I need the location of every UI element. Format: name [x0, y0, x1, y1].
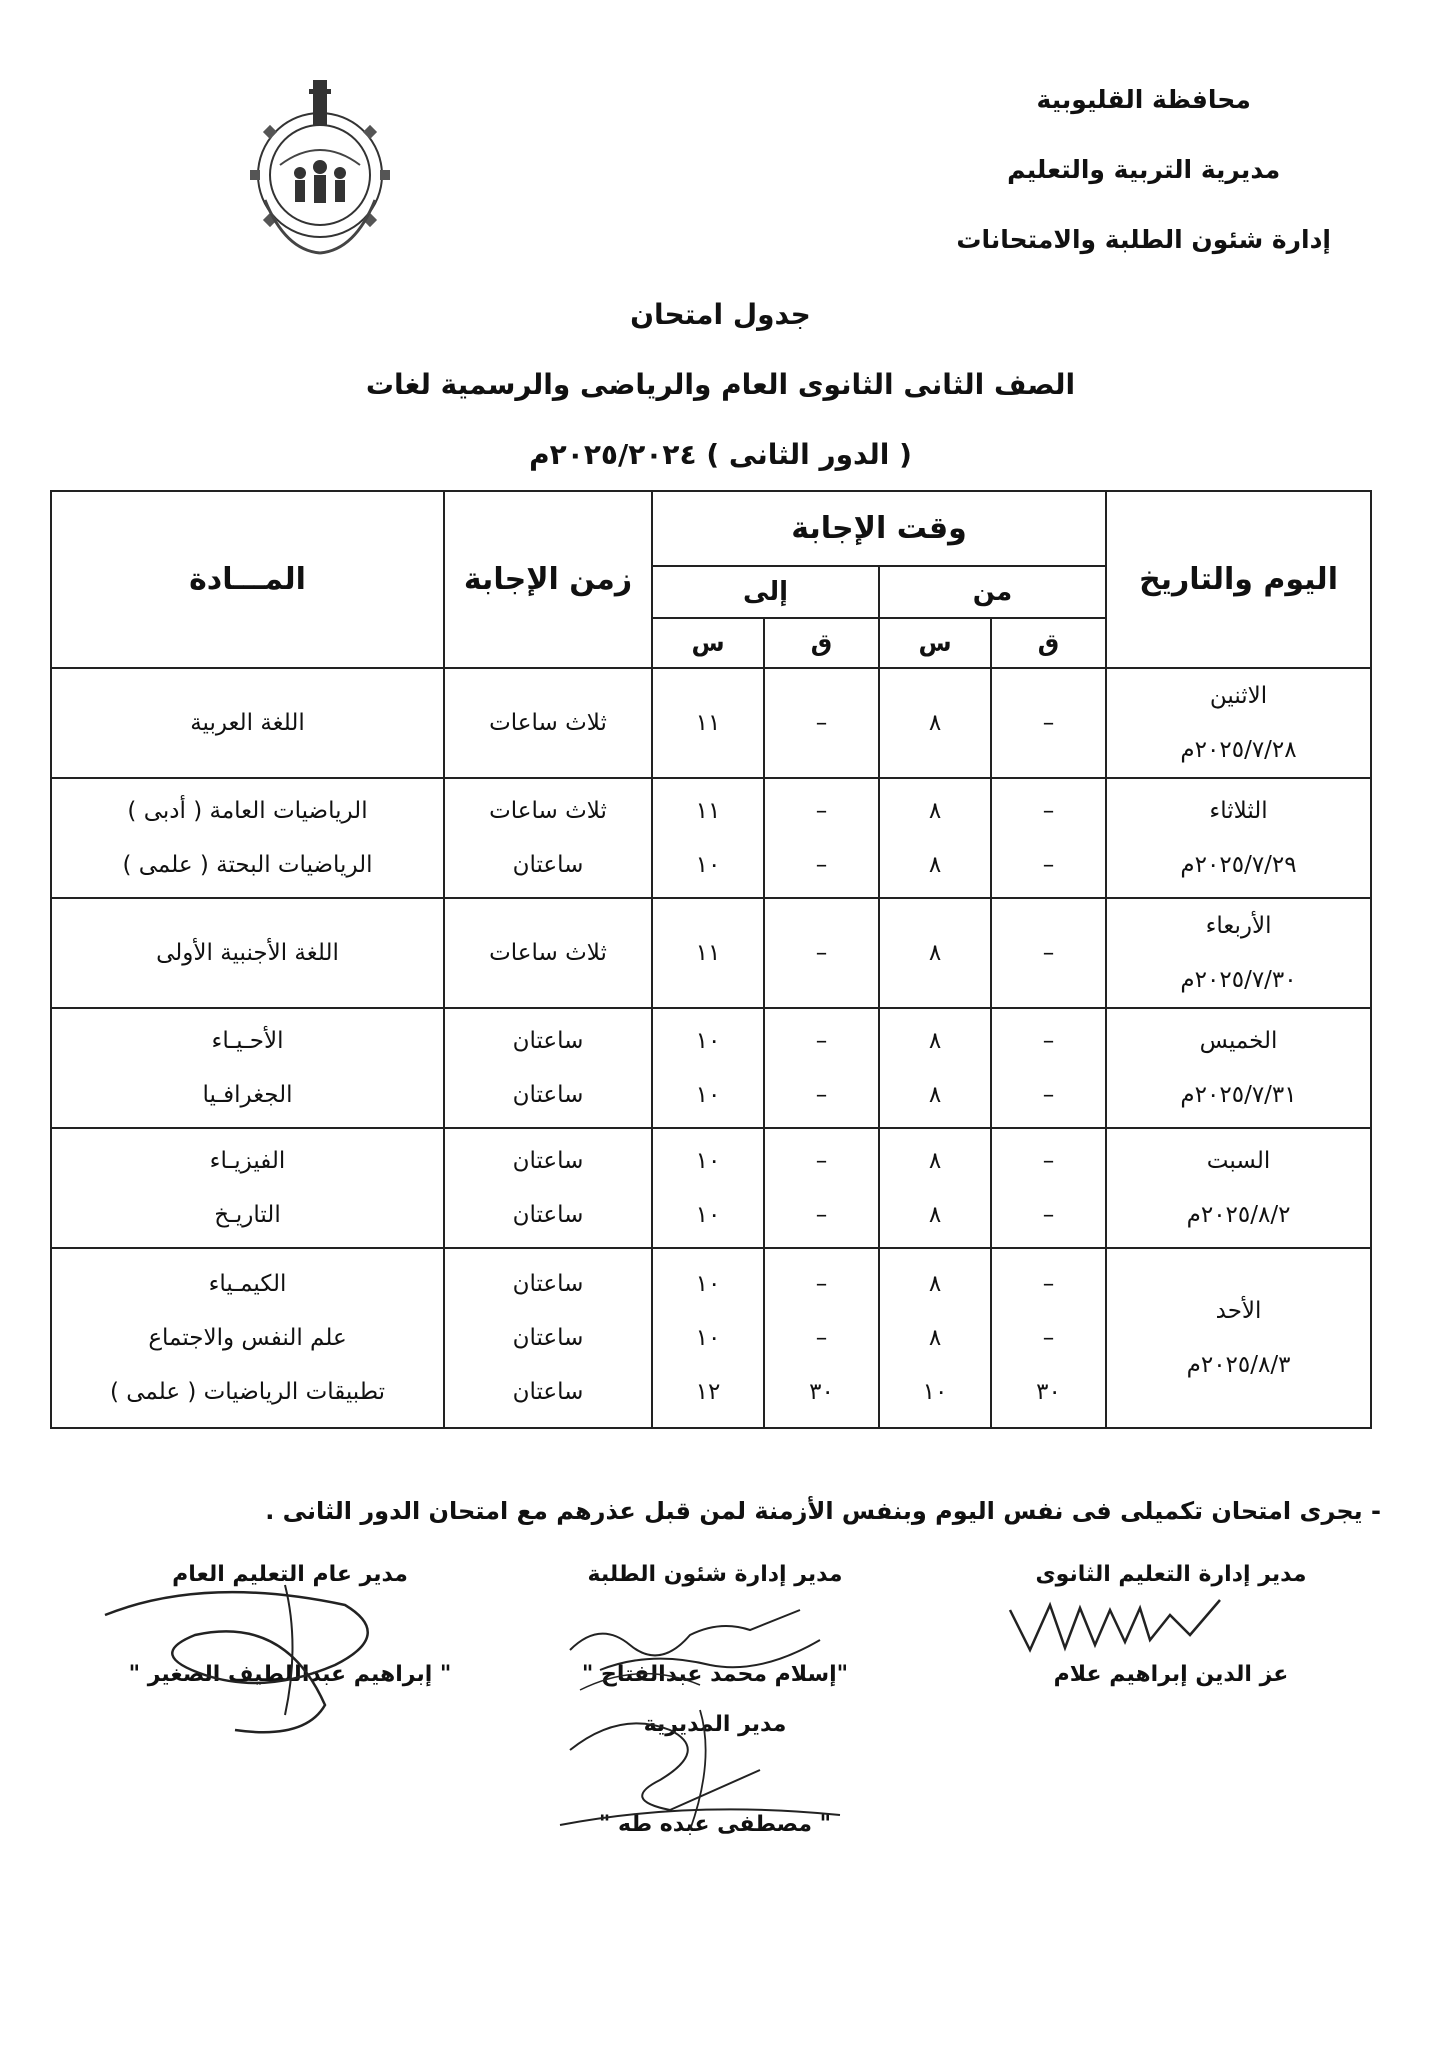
exam-date: ٢٠٢٥/٧/٣٠م	[1180, 967, 1297, 993]
header-day-date: اليوم والتاريخ	[1106, 491, 1371, 668]
day-date-cell	[1106, 898, 1371, 1008]
table-row	[51, 1008, 1371, 1128]
exam-date: ٢٠٢٥/٨/٣م	[1186, 1352, 1291, 1378]
signature-name: " إبراهيم عبداللطيف الصغير "	[128, 1662, 452, 1687]
time-value: ١٠	[695, 1325, 721, 1351]
signature-name: عز الدين إبراهيم علام	[1053, 1662, 1289, 1687]
table-row	[51, 778, 1371, 898]
duration-value: ساعتان	[512, 1028, 584, 1054]
time-value: –	[1042, 798, 1055, 824]
time-value: –	[1042, 1148, 1055, 1174]
exam-date: ٢٠٢٥/٧/٣١م	[1180, 1082, 1297, 1108]
header-to: إلى	[652, 566, 879, 618]
from-minute-cell	[991, 778, 1106, 898]
day-date-cell	[1106, 1128, 1371, 1248]
from-minute-cell	[991, 1248, 1106, 1428]
subject-name: الجغرافـيا	[202, 1082, 293, 1108]
header-to-hour: س	[652, 618, 764, 668]
header-answer-time: وقت الإجابة	[652, 491, 1106, 566]
to-minute-cell	[764, 1128, 879, 1248]
duration-value: ساعتان	[512, 1082, 584, 1108]
subject-name: الرياضيات البحتة ( علمى )	[122, 852, 373, 878]
time-value: ١٠	[695, 1148, 721, 1174]
duration-cell	[444, 668, 652, 778]
signature-title: مدير إدارة شئون الطلبة	[587, 1562, 843, 1587]
day-name: الثلاثاء	[1209, 798, 1268, 824]
table-row	[51, 668, 1371, 778]
to-minute-cell	[764, 1248, 879, 1428]
header-to-min: ق	[764, 618, 879, 668]
handwritten-signature-directorate	[540, 1690, 880, 1840]
time-value: –	[1042, 1082, 1055, 1108]
duration-cell	[444, 1248, 652, 1428]
day-name: الأحد	[1215, 1298, 1262, 1324]
time-value: ١١	[695, 710, 721, 736]
time-value: –	[815, 852, 828, 878]
time-value: –	[815, 1148, 828, 1174]
subject-cell	[51, 778, 444, 898]
subject-cell	[51, 668, 444, 778]
subject-name: الكيمـياء	[208, 1271, 287, 1297]
day-date-cell	[1106, 668, 1371, 778]
exam-date: ٢٠٢٥/٧/٢٨م	[1180, 737, 1297, 763]
subject-name: اللغة العربية	[190, 710, 305, 736]
from-minute-cell	[991, 898, 1106, 1008]
time-value: –	[815, 940, 828, 966]
to-hour-cell	[652, 1128, 764, 1248]
time-value: ١٠	[922, 1379, 948, 1405]
time-value: –	[815, 798, 828, 824]
time-value: ٨	[928, 940, 942, 966]
time-value: ٨	[928, 1148, 942, 1174]
duration-cell	[444, 778, 652, 898]
exam-schedule-table	[50, 490, 1372, 1429]
time-value: ٨	[928, 710, 942, 736]
day-date-cell	[1106, 778, 1371, 898]
time-value: –	[815, 710, 828, 736]
duration-value: ساعتان	[512, 1148, 584, 1174]
signature-name: "إسلام محمد عبدالفتاح "	[581, 1662, 849, 1687]
day-name: الاثنين	[1209, 683, 1268, 709]
time-value: –	[1042, 1325, 1055, 1351]
time-value: ١٠	[695, 852, 721, 878]
duration-cell	[444, 898, 652, 1008]
table-row	[51, 898, 1371, 1008]
signature-title: مدير المديرية	[643, 1712, 787, 1737]
subject-cell	[51, 1128, 444, 1248]
to-hour-cell	[652, 1008, 764, 1128]
document-header	[956, 65, 1331, 275]
governorate-label: محافظة القليوبية	[1036, 85, 1251, 114]
day-name: السبت	[1206, 1148, 1271, 1174]
header-from-min: ق	[991, 618, 1106, 668]
time-value: ٨	[928, 1028, 942, 1054]
time-value: ٣٠	[1036, 1379, 1061, 1405]
time-value: ١١	[695, 940, 721, 966]
subject-cell	[51, 1248, 444, 1428]
time-value: ١٠	[695, 1202, 721, 1228]
time-value: ٨	[928, 1202, 942, 1228]
from-minute-cell	[991, 1008, 1106, 1128]
from-hour-cell	[879, 778, 991, 898]
duration-value: ساعتان	[512, 1325, 584, 1351]
to-minute-cell	[764, 898, 879, 1008]
to-hour-cell	[652, 778, 764, 898]
subject-cell	[51, 898, 444, 1008]
time-value: –	[1042, 1271, 1055, 1297]
time-value: ١٠	[695, 1082, 721, 1108]
duration-value: ساعتان	[512, 1271, 584, 1297]
from-hour-cell	[879, 898, 991, 1008]
table-row	[51, 1248, 1371, 1428]
exam-date: ٢٠٢٥/٨/٢م	[1186, 1202, 1291, 1228]
from-minute-cell	[991, 1128, 1106, 1248]
day-date-cell	[1106, 1008, 1371, 1128]
title-main: جدول امتحان	[630, 298, 811, 331]
duration-value: ساعتان	[512, 1379, 584, 1405]
header-from: من	[879, 566, 1106, 618]
time-value: ٣٠	[809, 1379, 834, 1405]
to-minute-cell	[764, 778, 879, 898]
from-hour-cell	[879, 1128, 991, 1248]
time-value: –	[1042, 1202, 1055, 1228]
title-grade: الصف الثانى الثانوى العام والرياضى والرسمية لغات	[365, 368, 1076, 401]
to-minute-cell	[764, 1008, 879, 1128]
time-value: –	[815, 1082, 828, 1108]
time-value: ٨	[928, 1271, 942, 1297]
time-value: ١١	[695, 798, 721, 824]
header-from-hour: س	[879, 618, 991, 668]
time-value: ١٢	[695, 1379, 721, 1405]
from-hour-cell	[879, 1008, 991, 1128]
handwritten-signature-secondary	[1000, 1590, 1260, 1660]
directorate-label: مديرية التربية والتعليم	[1007, 155, 1281, 184]
time-value: ٨	[928, 1325, 942, 1351]
time-value: ١٠	[695, 1271, 721, 1297]
duration-value: ساعتان	[512, 852, 584, 878]
to-hour-cell	[652, 668, 764, 778]
header-duration: زمن الإجابة	[444, 491, 652, 668]
duration-value: ساعتان	[512, 1202, 584, 1228]
seal-emblem-icon	[225, 75, 415, 265]
from-hour-cell	[879, 1248, 991, 1428]
time-value: –	[1042, 1028, 1055, 1054]
document-titles	[0, 280, 1441, 490]
subject-name: علم النفس والاجتماع	[148, 1325, 347, 1351]
time-value: –	[815, 1325, 828, 1351]
time-value: –	[1042, 940, 1055, 966]
time-value: –	[1042, 852, 1055, 878]
day-name: الأربعاء	[1205, 913, 1272, 939]
header-subject: المـــادة	[51, 491, 444, 668]
handwritten-signature-general	[85, 1555, 415, 1745]
subject-name: الأحـيـاء	[211, 1028, 284, 1054]
day-name: الخميس	[1199, 1028, 1278, 1054]
duration-cell	[444, 1128, 652, 1248]
to-hour-cell	[652, 1248, 764, 1428]
subject-name: تطبيقات الرياضيات ( علمى )	[109, 1379, 386, 1405]
time-value: –	[815, 1271, 828, 1297]
time-value: ٨	[928, 798, 942, 824]
makeup-exam-note: - يجرى امتحان تكميلى فى نفس اليوم وبنفس الأزمنة لمن قبل عذرهم مع امتحان الدور الثانى .	[265, 1497, 1381, 1525]
time-value: –	[815, 1028, 828, 1054]
table-row	[51, 1128, 1371, 1248]
to-hour-cell	[652, 898, 764, 1008]
subject-cell	[51, 1008, 444, 1128]
signature-title: مدير إدارة التعليم الثانوى	[1035, 1562, 1307, 1587]
duration-value: ثلاث ساعات	[489, 798, 607, 824]
from-hour-cell	[879, 668, 991, 778]
from-minute-cell	[991, 668, 1106, 778]
subject-name: الرياضيات العامة ( أدبى )	[127, 798, 368, 824]
department-label: إدارة شئون الطلبة والامتحانات	[956, 225, 1331, 254]
duration-cell	[444, 1008, 652, 1128]
subject-name: اللغة الأجنبية الأولى	[156, 940, 339, 966]
time-value: ٨	[928, 852, 942, 878]
time-value: ٨	[928, 1082, 942, 1108]
subject-name: التاريـخ	[214, 1202, 281, 1228]
exam-date: ٢٠٢٥/٧/٢٩م	[1180, 852, 1297, 878]
subject-name: الفيزيـاء	[209, 1148, 286, 1174]
time-value: –	[1042, 710, 1055, 736]
to-minute-cell	[764, 668, 879, 778]
time-value: ١٠	[695, 1028, 721, 1054]
title-session: ( الدور الثانى ) ٢٠٢٥/٢٠٢٤م	[529, 438, 912, 471]
duration-value: ثلاث ساعات	[489, 940, 607, 966]
duration-value: ثلاث ساعات	[489, 710, 607, 736]
handwritten-signature-students	[560, 1590, 860, 1700]
signature-name: " مصطفى عبده طه "	[598, 1812, 832, 1837]
day-date-cell	[1106, 1248, 1371, 1428]
signature-title: مدير عام التعليم العام	[172, 1562, 408, 1587]
time-value: –	[815, 1202, 828, 1228]
